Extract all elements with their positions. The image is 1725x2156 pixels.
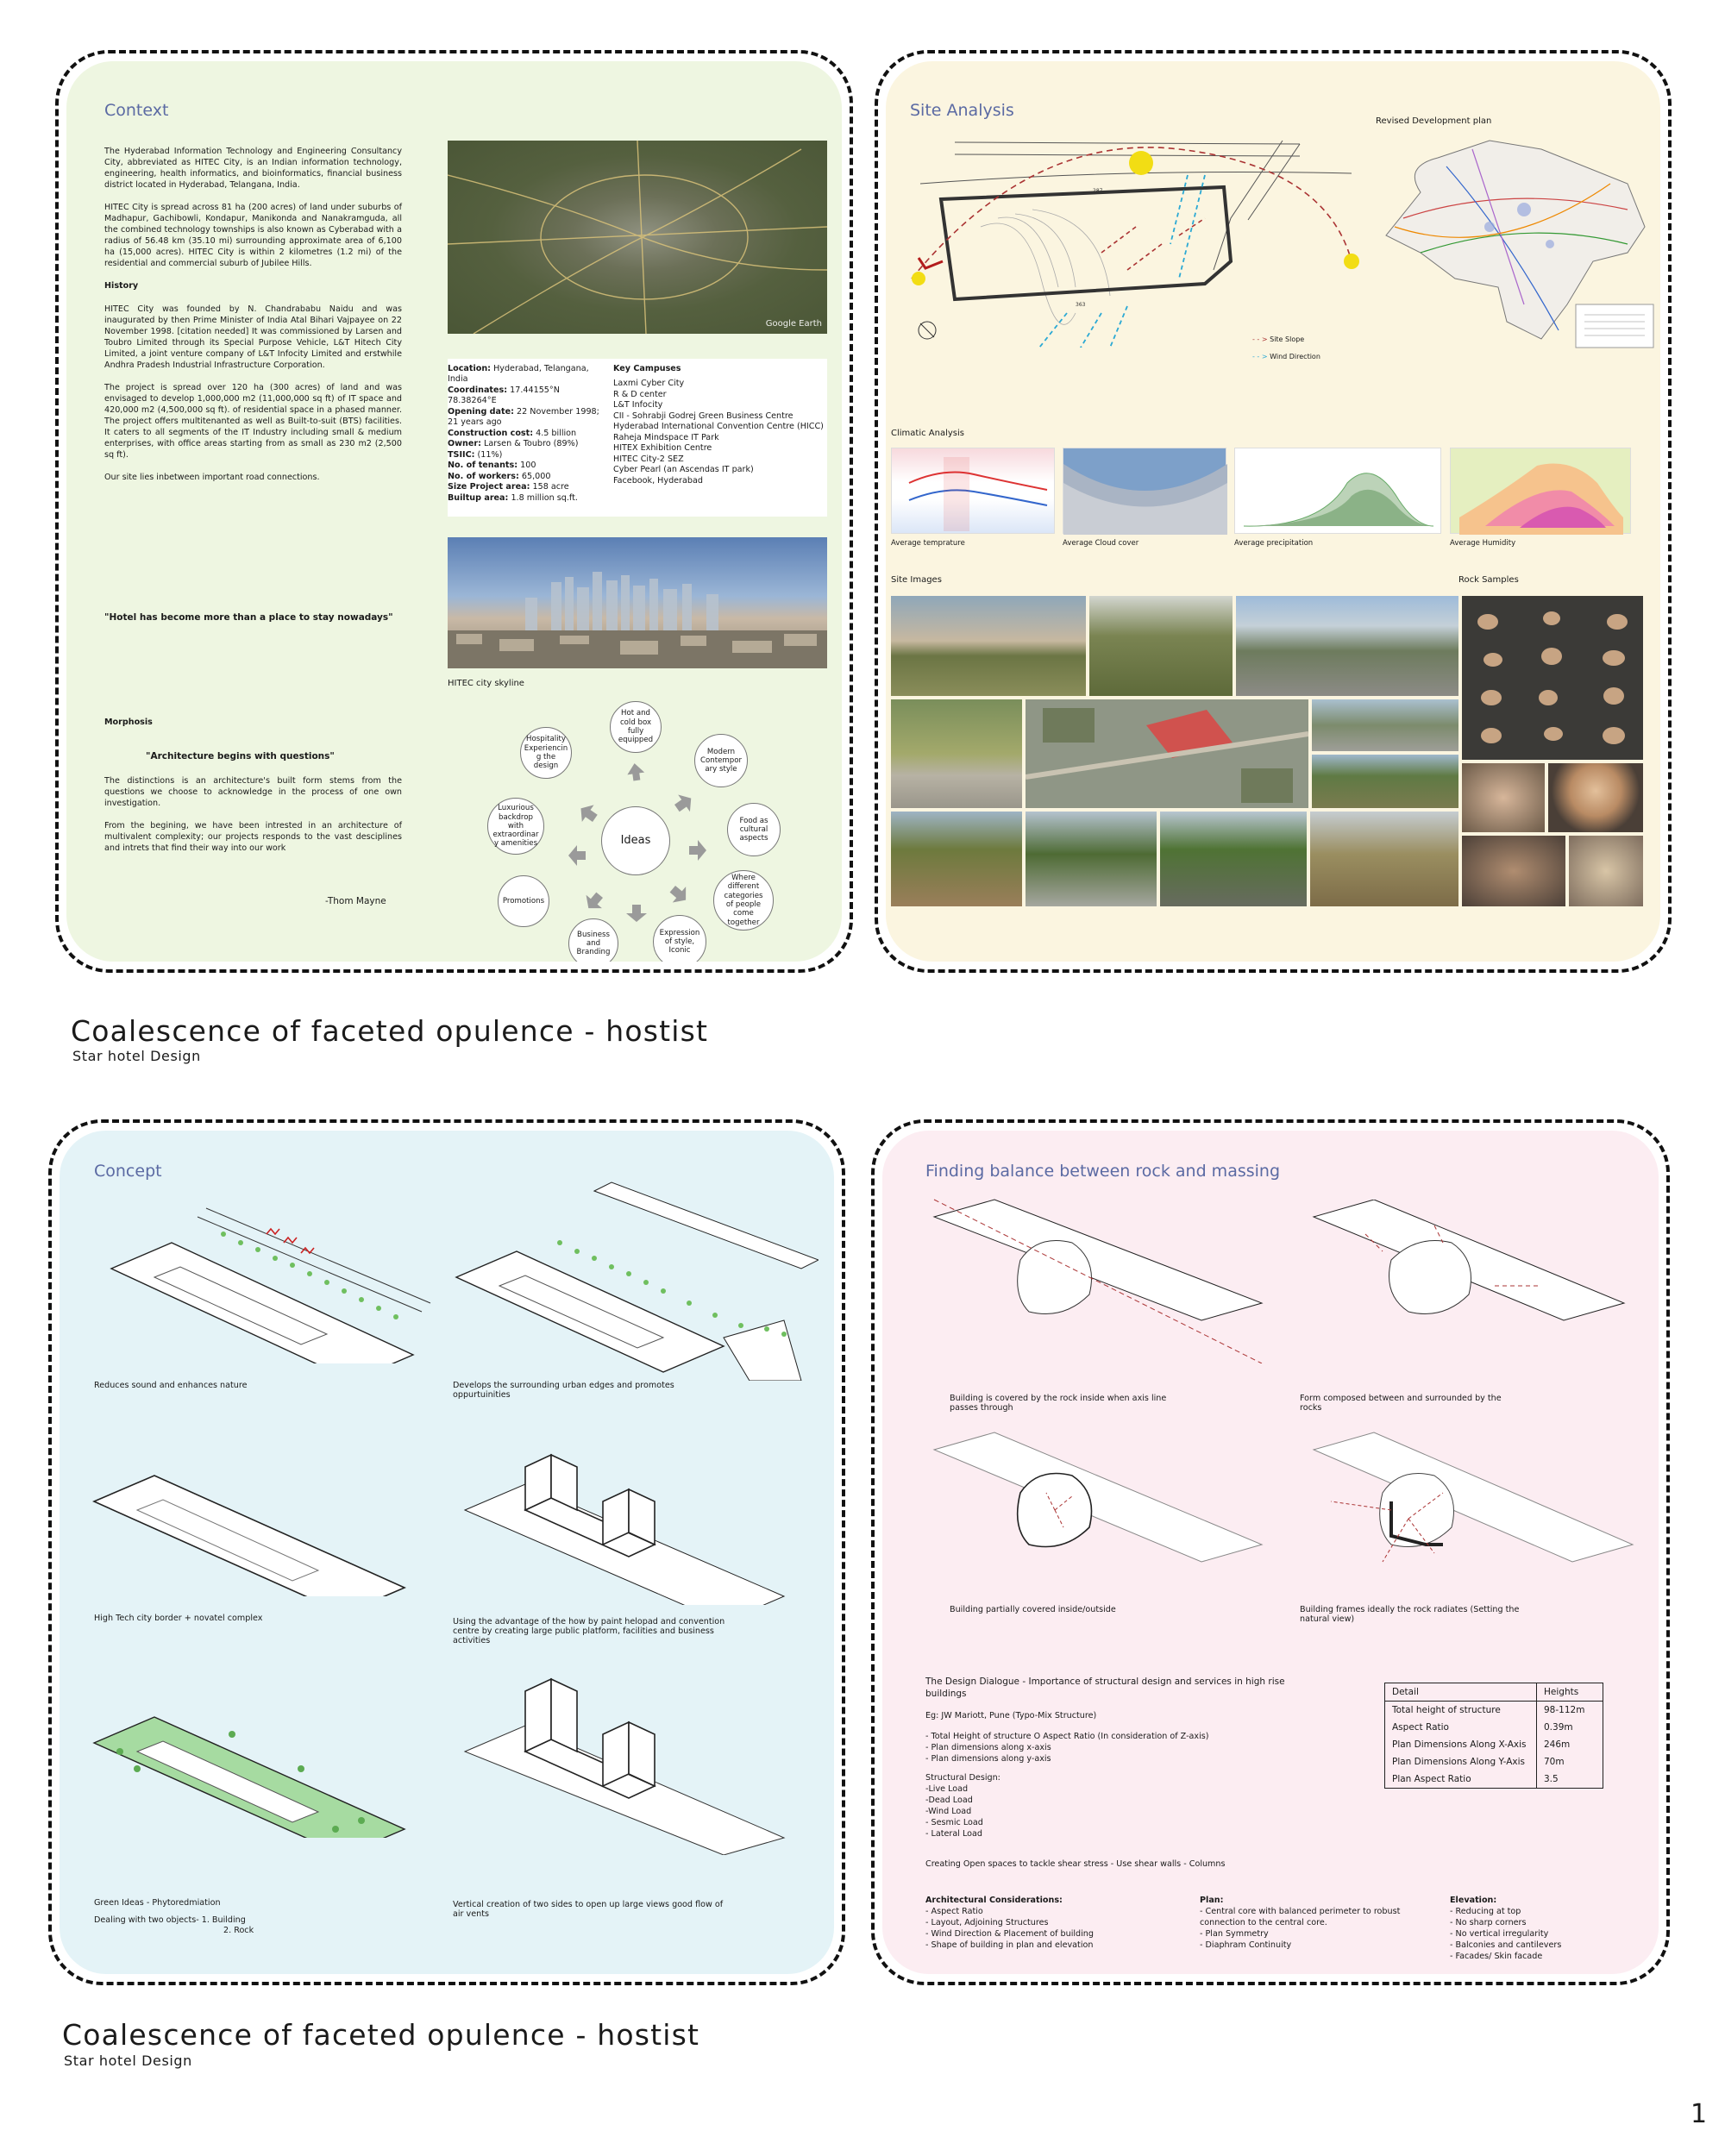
campus-item: R & D center <box>613 389 667 399</box>
info-row: Construction cost: 4.5 billion <box>448 428 577 438</box>
concept-heading: Concept <box>94 1162 162 1181</box>
idea-bubble: Luxurious backdrop with extraordinar y amenities <box>487 798 544 855</box>
table-header: Detail <box>1385 1683 1537 1701</box>
load-item: -Wind Load <box>925 1807 972 1817</box>
skyline-photo <box>448 537 827 668</box>
context-paragraph: Our site lies inbetween important road connections. <box>104 473 320 483</box>
rock-diagram <box>917 1424 1279 1596</box>
quote-architecture: "Architecture begins with questions" <box>146 751 335 761</box>
architectural-considerations <box>925 1895 1193 1951</box>
concept-caption: Develops the surrounding urban edges and promotes oppurtuinities <box>453 1381 674 1400</box>
table-header: Heights <box>1544 1687 1579 1697</box>
info-row: Size Project area: 158 acre <box>448 482 569 492</box>
table-row: Plan Aspect Ratio 3.5 <box>1385 1771 1603 1788</box>
site-photo <box>1236 596 1458 696</box>
site-photo <box>891 596 1086 696</box>
campus-item: HITEX Exhibition Centre <box>613 443 712 454</box>
structural-list <box>925 1772 1000 1839</box>
campus-item: Facebook, Hyderabad <box>613 475 703 486</box>
site-photo <box>1312 755 1458 808</box>
idea-bubble: Food as cultural aspects <box>727 803 781 856</box>
rock-samples-photo <box>1462 596 1643 760</box>
legend-wind: - - > Wind Direction <box>1252 353 1320 360</box>
humidity-chart <box>1450 448 1631 534</box>
elevation-item: - Facades/ Skin facade <box>1450 1952 1543 1962</box>
campus-item: Cyber Pearl (an Ascendas IT park) <box>613 465 754 475</box>
info-box <box>448 359 827 517</box>
satellite-map <box>448 141 827 334</box>
elevation-item: - Reducing at top <box>1450 1907 1521 1917</box>
concept-dealing: Dealing with two objects- 1. Building <box>94 1915 246 1925</box>
context-text <box>104 146 402 494</box>
info-row: Location: Hyderabad, Telangana, India <box>448 364 589 385</box>
load-item: - Lateral Load <box>925 1829 982 1839</box>
campus-item: HITEC City-2 SEZ <box>613 454 684 464</box>
idea-bubble: Hospitality Experiencin g the design <box>520 727 572 779</box>
plan-item: - Central core with balanced perimeter to robust connection to the central core. <box>1200 1907 1401 1928</box>
quote-author: -Thom Mayne <box>325 896 386 906</box>
site-photo <box>891 812 1022 906</box>
precipitation-chart <box>1234 448 1441 534</box>
concept-caption: Using the advantage of the how by paint helopad and convention centre by creating large public platform, facilities and business activities <box>453 1617 725 1645</box>
site-photo <box>891 699 1022 808</box>
rock-panel-bg <box>882 1131 1659 1974</box>
site-analysis-panel <box>875 50 1672 973</box>
chart-caption: Average Humidity <box>1450 539 1516 548</box>
table-row: Total height of structure 98-112m <box>1385 1701 1603 1719</box>
site-photo <box>1312 699 1458 751</box>
ideas-diagram <box>472 701 825 962</box>
site-photo <box>1160 812 1307 906</box>
plan-item: - Plan Symmetry <box>1200 1929 1269 1940</box>
rock-photo <box>1462 763 1545 832</box>
table-header-row <box>1385 1683 1603 1701</box>
rock-diagram <box>917 1191 1279 1363</box>
rock-heading: Finding balance between rock and massing <box>925 1162 1281 1181</box>
info-row: Builtup area: 1.8 million sq.ft. <box>448 492 578 503</box>
chart-caption: Average temprature <box>891 539 965 548</box>
sun-icon <box>1344 254 1359 269</box>
site-images-heading: Site Images <box>891 575 942 585</box>
history-heading: History <box>104 281 139 291</box>
morphosis-heading: Morphosis <box>104 718 153 727</box>
concept-diagram <box>77 1424 422 1596</box>
cloud-cover-chart <box>1063 448 1226 534</box>
campuses-heading: Key Campuses <box>613 364 681 373</box>
site-heading: Site Analysis <box>910 101 1014 120</box>
concept-caption: Vertical creation of two sides to open up large views good flow of air vents <box>453 1900 724 1919</box>
rock-photo <box>1548 763 1643 832</box>
rock-photo <box>1462 836 1565 906</box>
ratio-item: - Plan dimensions along y-axis <box>925 1754 1051 1764</box>
info-row: TSIIC: (11%) <box>448 449 503 460</box>
skyline-caption: HITEC city skyline <box>448 679 524 688</box>
site-photo <box>1310 812 1458 906</box>
project-subtitle: Star hotel Design <box>64 2053 192 2069</box>
site-panel-bg <box>886 61 1660 962</box>
concept-diagram <box>94 1191 439 1363</box>
idea-bubble: Modern Contempor ary style <box>694 734 748 787</box>
campus-item: CII - Sohrabji Godrej Green Business Centre <box>613 411 794 421</box>
info-row: Owner: Larsen & Toubro (89%) <box>448 439 579 449</box>
context-panel <box>55 50 853 973</box>
arch-item: - Aspect Ratio <box>925 1907 983 1917</box>
sun-icon <box>912 272 925 285</box>
revised-plan-label: Revised Development plan <box>1376 116 1492 126</box>
context-heading: Context <box>104 101 169 120</box>
idea-bubble: Where different categories of people come together <box>713 870 774 931</box>
ratio-item: - Plan dimensions along x-axis <box>925 1743 1051 1753</box>
morphosis-text <box>104 775 402 865</box>
info-row: Coordinates: 17.44155°N 78.38264°E <box>448 385 560 406</box>
campus-item: Hyderabad International Convention Centre (HICC) <box>613 422 824 432</box>
idea-bubble: Business and Branding <box>568 918 618 962</box>
plan-item: - Diaphram Continuity <box>1200 1940 1292 1951</box>
concept-diagram <box>439 1648 819 1855</box>
campus-item: L&T Infocity <box>613 400 663 411</box>
concept-dealing-2: 2. Rock <box>223 1926 254 1935</box>
rock-caption: Building frames ideally the rock radiates (Setting the natural view) <box>1300 1605 1520 1624</box>
table-row: Aspect Ratio 0.39m <box>1385 1719 1603 1736</box>
dimension-top: 287 <box>1093 188 1103 194</box>
legend-slope: - - > Site Slope <box>1252 335 1305 343</box>
context-paragraph: HITEC City was founded by N. Chandrababu Naidu and was inaugurated by then Prime Minister of India Atal Bihari Vajpayee on 22 November 1998. [citation needed] It was commissioned by Larsen and Toubro Limited through its Special Purpose Vehicle, L&T Hitech City Limited, a joint venture company of L&T Infocity Limited and erstwhile Andhra Pradesh Industrial Infrastructure Corporation. <box>104 304 402 370</box>
quote-hotel: "Hotel has become more than a place to stay nowadays" <box>104 612 393 623</box>
info-row: No. of workers: 65,000 <box>448 471 551 481</box>
rock-diagram <box>1296 1200 1641 1372</box>
campuses-list <box>613 364 825 486</box>
idea-bubble: Expression of style, Iconic <box>653 915 706 962</box>
idea-bubble: Promotions <box>498 875 549 927</box>
concept-diagram <box>77 1665 422 1838</box>
ratio-list <box>925 1731 1296 1764</box>
idea-bubble: Hot and cold box fully equipped <box>610 701 662 753</box>
project-title: Coalescence of faceted opulence - hostist <box>62 2018 700 2052</box>
ratio-item: - Total Height of structure O Aspect Ratio (In consideration of Z-axis) <box>925 1732 1209 1741</box>
morphosis-paragraph: The distinctions is an architecture's built form stems from the questions we choose to acknowledge in the process of one own investigation. <box>104 776 402 809</box>
context-panel-bg <box>66 61 842 962</box>
rock-caption: Building is covered by the rock inside when axis line passes through <box>950 1394 1167 1413</box>
concept-panel-bg <box>60 1131 834 1974</box>
development-plan-map <box>1369 132 1660 356</box>
table-row: Plan Dimensions Along Y-Axis 70m <box>1385 1753 1603 1771</box>
rock-photo <box>1569 836 1643 906</box>
rock-diagram <box>1296 1424 1659 1596</box>
rock-caption: Form composed between and surrounded by the rocks <box>1300 1394 1502 1413</box>
height-table <box>1384 1683 1603 1789</box>
ideas-center: Ideas <box>601 806 670 875</box>
concept-caption: Reduces sound and enhances nature <box>94 1381 248 1390</box>
plan-considerations <box>1200 1895 1433 1951</box>
dimension-bottom: 363 <box>1076 302 1086 308</box>
context-paragraph: The Hyderabad Information Technology and Engineering Consultancy City, abbreviated as HITEC City, is an Indian information technology, engineering, health informatics, and bioinformatics, financial business district located in Hyderabad, Telangana, India. <box>104 147 402 191</box>
map-roads <box>448 141 827 334</box>
elevation-item: - No vertical irregularity <box>1450 1929 1549 1940</box>
skyline-buildings <box>448 537 827 668</box>
sun-icon <box>1129 151 1153 175</box>
site-photo <box>1089 596 1233 696</box>
elevation-item: - No sharp corners <box>1450 1918 1527 1928</box>
project-title: Coalescence of faceted opulence - hostist <box>71 1014 709 1048</box>
concept-diagram <box>439 1415 819 1605</box>
info-list <box>448 364 610 504</box>
load-item: -Live Load <box>925 1784 969 1795</box>
site-aerial-photo <box>1026 699 1308 808</box>
arch-heading: Architectural Considerations: <box>925 1896 1063 1905</box>
project-subtitle: Star hotel Design <box>72 1048 201 1064</box>
temperature-chart <box>891 448 1055 534</box>
site-plan <box>903 123 1360 348</box>
rock-samples-heading: Rock Samples <box>1458 575 1519 585</box>
elevation-considerations <box>1450 1895 1640 1962</box>
info-row: No. of tenants: 100 <box>448 461 536 471</box>
site-photo <box>1026 812 1157 906</box>
concept-panel <box>48 1119 845 1985</box>
elevation-item: - Balconies and cantilevers <box>1450 1940 1562 1951</box>
arch-item: - Shape of building in plan and elevation <box>925 1940 1094 1951</box>
concept-caption: High Tech city border + novatel complex <box>94 1614 263 1623</box>
load-item: -Dead Load <box>925 1796 973 1806</box>
chart-caption: Average precipitation <box>1234 539 1314 548</box>
page-number: 1 <box>1690 2099 1708 2129</box>
context-paragraph: HITEC City is spread across 81 ha (200 acres) of land under suburbs of Madhapur, Gachibowli, Kondapur, Manikonda and Nanakramguda, all the combined technology townships is also known as Cyberabad with a radius of 56.48 km (35.10 mi) surrounding approximate area of 6,100 ha (15,000 acres). HITEC City is within 2 kilometres (1.2 mi) of the residential and commercial suburb of Jubilee Hills. <box>104 203 402 269</box>
concept-diagram <box>439 1156 819 1381</box>
dialogue-example: Eg: JW Mariott, Pune (Typo-Mix Structure) <box>925 1711 1097 1720</box>
chart-caption: Average Cloud cover <box>1063 539 1139 548</box>
elevation-heading: Elevation: <box>1450 1896 1497 1905</box>
dialogue-title: The Design Dialogue - Importance of structural design and services in high rise buildings <box>925 1677 1285 1700</box>
rock-caption: Building partially covered inside/outside <box>950 1605 1116 1614</box>
table-row: Plan Dimensions Along X-Axis 246m <box>1385 1736 1603 1753</box>
info-row: Opening date: 22 November 1998; 21 years ago <box>448 406 599 428</box>
plan-heading: Plan: <box>1200 1896 1224 1905</box>
campus-item: Laxmi Cyber City <box>613 379 685 389</box>
arch-item: - Wind Direction & Placement of building <box>925 1929 1094 1940</box>
structural-heading: Structural Design: <box>925 1773 1000 1783</box>
rock-massing-panel <box>871 1119 1670 1985</box>
arch-item: - Layout, Adjoining Structures <box>925 1918 1049 1928</box>
open-spaces-note: Creating Open spaces to tackle shear stress - Use shear walls - Columns <box>925 1859 1226 1869</box>
map-label: Google Earth <box>765 319 822 329</box>
morphosis-paragraph: From the begining, we have been intrested in an architecture of multivalent complexity; our projects responds to the vast desciplines and intrets that find their way into our work <box>104 821 402 854</box>
campus-item: Raheja Mindspace IT Park <box>613 432 719 442</box>
load-item: - Sesmic Load <box>925 1818 983 1828</box>
context-paragraph: The project is spread over 120 ha (300 acres) of land and was envisaged to develop 1,000,000 m2 (11,000,000 sq ft) of IT space and 420,000 m2 (4,500,000 sq ft). of residential space in a phased manner. The project offers multitenanted as well as Built-to-suit (BTS) facilities. It caters to all segments of the IT Industry including small & medium enterprises, with office areas starting from as small as 230 m2 (2,500 sq ft). <box>104 382 402 461</box>
climatic-heading: Climatic Analysis <box>891 429 964 438</box>
concept-caption: Green Ideas - Phytoredmiation <box>94 1898 221 1908</box>
